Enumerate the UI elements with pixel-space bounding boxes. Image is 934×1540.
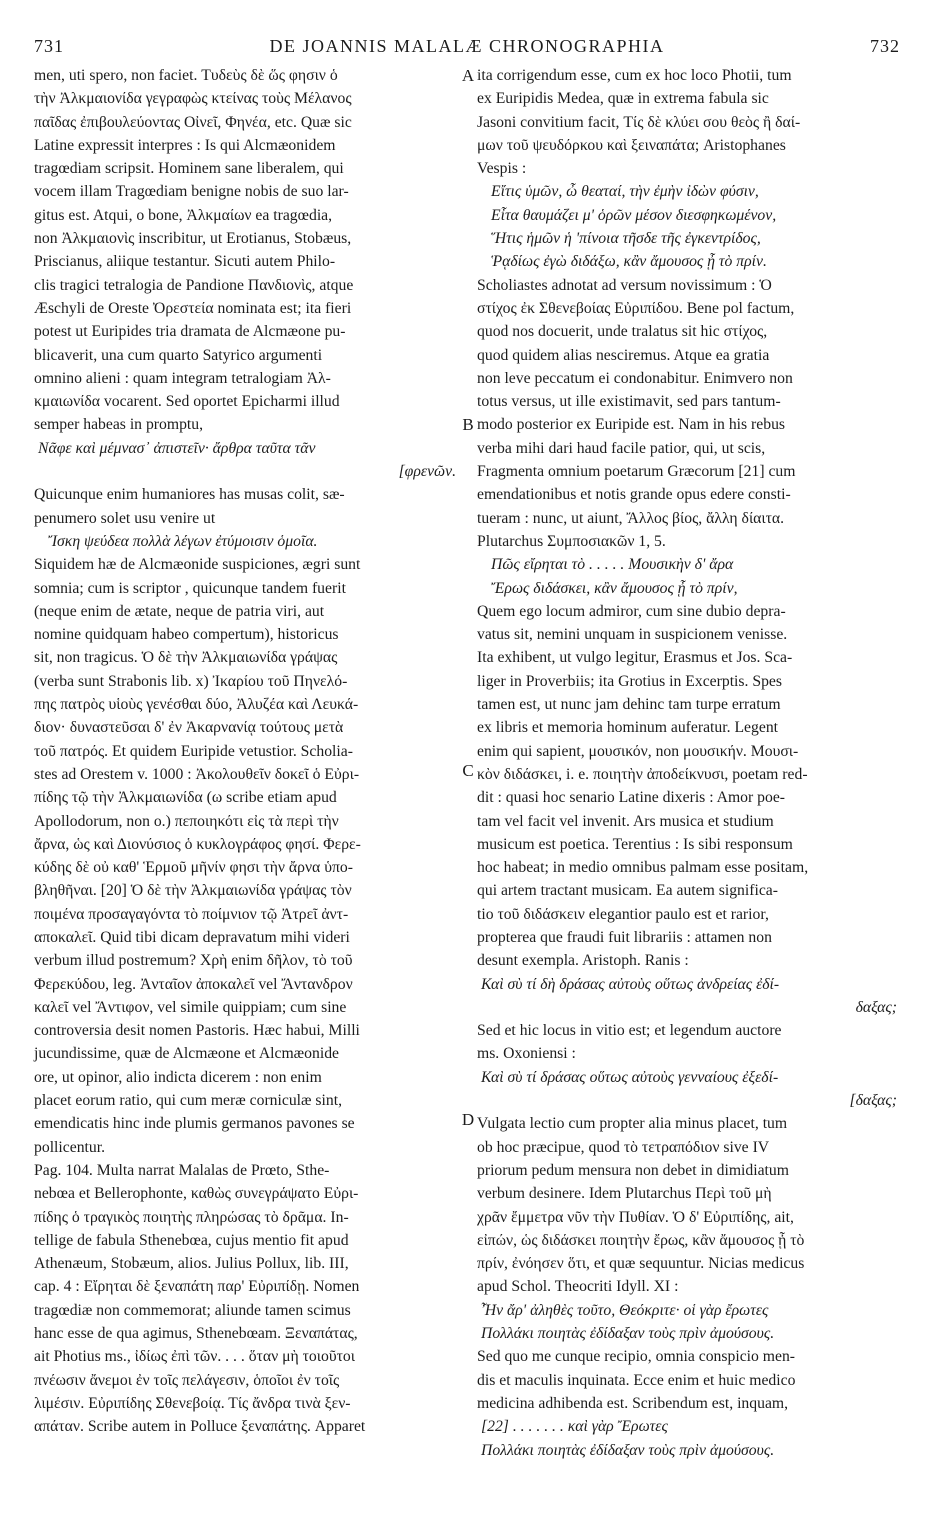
text-line: non Ἀλκμαιονὶς inscribitur, ut Erotianus, Stobæus, xyxy=(34,230,352,248)
text-line: verbum illud postremum? Χρὴ enim δῆλον, τὸ τοῦ xyxy=(34,952,353,970)
running-title: DE JOANNIS MALALÆ CHRONOGRAPHIA xyxy=(269,36,665,56)
text-line: Sed quo me cunque recipio, omnia conspicio men- xyxy=(477,1348,796,1366)
text-line: απάταν. Scribe autem in Polluce ξεναπάτης. Apparet xyxy=(34,1418,366,1436)
text-line: μων τοῦ ψευδόρκου καὶ ξειναπάτα; Aristophanes xyxy=(477,136,786,154)
text-line: Quem ego locum admiror, cum sine dubio depra- xyxy=(477,602,786,620)
text-line: cap. 4 : Εἴρηται δὲ ξεναπάτη παρ' Εὐριπίδῃ. Nomen xyxy=(34,1278,360,1296)
verse-line: Εἴτις ὑμῶν, ὦ θεαταί, τὴν ἐμὴν ἰδὼν φύσιν, xyxy=(491,183,759,201)
text-line: medicina adhibenda est. Scribendum est, inquam, xyxy=(477,1394,789,1412)
text-line: tragœdiam scripsit. Hominem sane liberalem, qui xyxy=(34,160,344,178)
text-line: dis et maculis inquinata. Ecce enim et huic medico xyxy=(477,1371,796,1389)
text-line: gitus est. Atqui, o bone, Ἀλκμαίων ea tragœdia, xyxy=(34,206,333,224)
text-line: jucundissime, quæ de Alcmæone et Alcmæonide xyxy=(34,1045,340,1063)
text-line: controversia desit nomen Pastoris. Hæc habui, Milli xyxy=(34,1022,360,1040)
text-line: tellige de fabula Sthenebœa, cujus mentio fit apud xyxy=(34,1231,349,1249)
margin-letter-c: C xyxy=(462,761,474,780)
text-line: men, uti spero, non faciet. Τυδεὺς δὲ ὥς φησιν ὁ xyxy=(34,67,338,84)
verse-line: Καὶ σὺ τί δὴ δράσας αὐτοὺς οὕτως ἀνδρείας ἐδί- xyxy=(481,975,780,993)
text-line: tio τοῦ διδάσκειν elegantior paulo est et rarior, xyxy=(477,905,769,923)
text-line: πίδης τῷ τὴν Ἀλκμαιωνίδα (ω scribe etiam apud xyxy=(34,789,337,807)
verse-line: Καὶ σὺ τί δράσας οὕτως αὐτοὺς γενναίους ἐξεδί- xyxy=(481,1068,779,1086)
text-line: quod nos docuerit, unde tralatus sit hic στίχος, xyxy=(477,323,768,341)
text-line: αποκαλεῖ. Quid tibi dicam depravatum mihi videri xyxy=(34,928,350,946)
text-line: Æschyli de Oreste Ὀρεστεία nominata est; ita fieri xyxy=(34,299,352,317)
text-line: λιμέσιν. Εὐριπίδης Σθενεβοίᾳ. Τίς ἄνδρα τινὰ ξεν- xyxy=(34,1394,351,1412)
text-line: τοῦ πατρός. Et quidem Euripide vetustior. Scholia- xyxy=(34,742,353,760)
page-number-left: 731 xyxy=(34,36,64,56)
text-line: tamen est, ut nunc jam dehinc tam turpe erratum xyxy=(477,696,781,714)
text-line: stes ad Orestem v. 1000 : Ἀκολουθεῖν δοκεῖ ὁ Εὐρι- xyxy=(34,765,360,783)
text-line: εἰπών, ὡς διδάσκει ποιητὴν ἔρως, κἂν ἄμουσος ᾖ τὸ xyxy=(477,1231,805,1249)
margin-letter-b: B xyxy=(462,415,474,434)
verse-line: Πολλάκι ποιητὰς ἐδίδαξαν τοὺς πρὶν ἀμούσους. xyxy=(481,1325,775,1343)
text-line: vatus sit, nemini unquam in suspicionem venisse. xyxy=(477,626,788,644)
text-line: vocem illam Tragœdiam benigne nobis de suo lar- xyxy=(34,183,349,201)
text-line: penumero solet usu venire ut xyxy=(34,509,216,527)
verse-line: δαξας; xyxy=(855,998,897,1016)
text-line: πρίν, ἐνόησεν ὅτι, et quæ sequuntur. Nicias medicus xyxy=(477,1255,805,1273)
text-line: Pag. 104. Multa narrat Malalas de Prœto, Sthe- xyxy=(34,1161,330,1179)
text-line: Plutarchus Συμποσιακῶν 1, 5. xyxy=(477,532,666,550)
text-line: καλεῖ vel Ἄντιφον, vel simile quippiam; cum sine xyxy=(34,998,347,1016)
text-line: potest ut Euripides tria dramata de Alcmæone pu- xyxy=(34,323,346,341)
text-line: Vespis : xyxy=(477,160,527,178)
text-line: Athenæum, Stobæum, alios. Julius Pollux, lib. III, xyxy=(34,1255,349,1273)
text-line: ex Euripidis Medea, quæ in extrema fabula sic xyxy=(477,90,769,108)
verse-line: Νᾶφε καὶ μέμνασ᾽ ἀπιστεῖν· ἄρθρα ταῦτα τᾶν xyxy=(38,439,316,457)
text-line: tragœdiæ non commemorat; aliunde tamen scimus xyxy=(34,1301,351,1319)
verse-line: Ἴσκη ψεύδεα πολλὰ λέγων ἐτύμοισιν ὁμοῖα. xyxy=(48,532,318,550)
margin-letter-d: D xyxy=(461,1110,475,1129)
text-line: πης πατρὸς υἱοὺς γενέσθαι δύο, Ἀλυζέα καὶ Λευκά- xyxy=(34,696,359,714)
text-line: ita corrigendum esse, cum ex hoc loco Photii, tum xyxy=(477,67,792,84)
text-line: enim qui sapient, μουσικόν, non μουσικήν. Μουσι- xyxy=(477,742,799,760)
verse-line: [22] . . . . . . . καὶ γὰρ Ἔρωτες xyxy=(481,1418,668,1436)
text-line: ἄρνα, ὡς καὶ Διονύσιος ὁ κυκλογράφος φησί. Φερε- xyxy=(34,835,361,853)
verse-line: [φρενῶν. xyxy=(398,463,456,481)
text-line: Apollodorum, non ο.) πεποιηκότι εἰς τὰ περὶ τὴν xyxy=(34,812,339,830)
verse-line: Ἔρως διδάσκει, κἂν ἄμουσος ᾖ τὸ πρίν, xyxy=(491,579,738,597)
text-line: Latine expressit interpres : Is qui Alcmæonidem xyxy=(34,136,336,154)
text-line: πνέωσιν ἄνεμοι ἐν τοῖς πελάγεσιν, ὁποῖοι ἐν τοῖς xyxy=(34,1371,340,1389)
text-line: blicaverit, una cum quarto Satyrico argumenti xyxy=(34,346,323,364)
text-line: somnia; cum is scriptor , quicunque tandem fuerit xyxy=(34,579,346,597)
text-line: ait Photius ms., ἰδίως ἐπὶ τῶν. . . . ὅταν μὴ τοιοῦτοι xyxy=(34,1348,355,1366)
text-line: Fragmenta omnium poetarum Græcorum [21] cum xyxy=(477,463,796,481)
left-column xyxy=(34,64,458,1439)
text-line: semper habeas in promptu, xyxy=(34,416,204,434)
verse-line: Πῶς εἴρηται τὸ . . . . . Μουσικὴν δ' ἄρα xyxy=(491,556,734,574)
text-line: Priscianus, aliique testantur. Sicuti autem Philo- xyxy=(34,253,336,271)
text-line: liger in Proverbiis; ita Grotius in Excerptis. Spes xyxy=(477,672,782,690)
text-line: emendationibus et notis grande opus edere consti- xyxy=(477,486,791,504)
text-line: pollicentur. xyxy=(34,1138,106,1156)
text-line: Ita exhibent, ut vulgo legitur, Erasmus et Jos. Sca- xyxy=(477,649,793,667)
text-line: πίδης ὁ τραγικὸς ποιητὴς πληρώσας τὸ δρᾶμα. In- xyxy=(34,1208,349,1226)
verse-line: Ἥτις ἡμῶν ἡ 'πίνοια τῆσδε τῆς ἐγκεντρίδος, xyxy=(491,230,761,248)
text-line: Φερεκύδου, leg. Ἀνταῖον ἀποκαλεῖ vel Ἄντανδρον xyxy=(34,975,353,993)
text-line: propterea que fraudi fuit librariis : attamen non xyxy=(477,928,772,946)
text-line: dit : quasi hoc senario Latine dixeris : Amor poe- xyxy=(477,789,786,807)
text-line: χρᾶν ἔμμετρα νῦν τὴν Πυθίαν. Ὁ δ' Εὐριπίδης, ait, xyxy=(477,1208,794,1226)
text-line: hoc habeat; in medio omnibus palmam esse positam, xyxy=(477,859,809,877)
text-line: omnino alieni : quam integram tetralogiam Ἀλ- xyxy=(34,369,331,387)
margin-letter-a: A xyxy=(461,66,475,85)
text-line: παῖδας ἐπιβουλεύοντας Οἰνεῖ, Φηνέα, etc. Quæ sic xyxy=(34,113,352,131)
text-line: tueram : nunc, ut aiunt, Ἄλλος βίος, ἄλλη δίαιτα. xyxy=(477,509,785,527)
text-line: κὸν διδάσκει, i. e. ποιητὴν ἀποδείκνυσι, poetam red- xyxy=(477,765,808,783)
text-line: τὴν Ἀλκμαιονίδα γεγραφὼς κτείνας τοὺς Μέλανος xyxy=(34,90,352,108)
page-header xyxy=(34,36,900,62)
verse-line: Πολλάκι ποιητὰς ἐδίδαξαν τοὺς πρὶν ἀμούσους. xyxy=(481,1441,775,1459)
text-line: Jasoni convitium facit, Τίς δὲ κλύει σου θεὸς ἢ δαί- xyxy=(477,113,801,131)
page-number-right: 732 xyxy=(870,36,900,56)
text-line: ore, ut opinor, alio indicta dicerem : non enim xyxy=(34,1068,322,1086)
text-line: modo posterior ex Euripide est. Nam in his rebus xyxy=(477,416,786,434)
text-line: κμαιωνίδα vocarent. Sed oportet Epicharmi illud xyxy=(34,393,340,411)
text-line: sit, non tragicus. Ὁ δὲ τὴν Ἀλκμαιωνίδα γράψας xyxy=(34,649,338,667)
text-line: ποιμένα προσαγαγόντα τὸ ποίμνιον τῷ Ἀτρεῖ ἀντ- xyxy=(34,905,349,923)
verse-line: Ῥᾳδίως ἐγὼ διδάξω, κἂν ἄμουσος ᾖ τὸ πρίν. xyxy=(491,253,767,271)
verse-line: [δαξας; xyxy=(849,1092,897,1110)
text-line: στίχος ἐκ Σθενεβοίας Εὐριπίδου. Bene pol factum, xyxy=(477,299,795,317)
text-line: emendicatis hinc inde plumis germanos pavones se xyxy=(34,1115,355,1133)
text-line: βληθῆναι. [20] Ὁ δὲ τὴν Ἀλκμαιωνίδα γράψας τὸν xyxy=(34,882,352,900)
right-column xyxy=(477,64,899,1462)
text-line: musicum est poetica. Terentius : Is sibi responsum xyxy=(477,835,793,853)
text-line: Vulgata lectio cum propter alia minus placet, tum xyxy=(477,1115,788,1133)
text-line: clis tragici tetralogia de Pandione Πανδιονὶς, atque xyxy=(34,276,354,294)
text-line: verba mihi dari haud facile patior, qui, ut scis, xyxy=(477,439,766,457)
text-line: ex libris et memoria hominum auferatur. Legent xyxy=(477,719,779,737)
text-line: διον· δυναστεῦσαι δ' ἐν Ἀκαρνανίᾳ τούτους μετὰ xyxy=(34,719,344,737)
text-line: apud Schol. Theocriti Idyll. XI : xyxy=(477,1278,679,1296)
text-line: verbum desinere. Idem Plutarchus Περὶ τοῦ μὴ xyxy=(477,1185,772,1203)
text-line: tam vel facit vel invenit. Ars musica et studium xyxy=(477,812,774,830)
verse-line: Ἦν ἄρ' ἀληθὲς τοῦτο, Θεόκριτε· οἱ γὰρ ἔρωτες xyxy=(481,1301,769,1319)
text-line: hanc esse de qua agimus, Sthenebœam. Ξεναπάτας, xyxy=(34,1325,358,1343)
text-line: totus versus, ut ille existimavit, sed pars tantum- xyxy=(477,393,781,411)
text-line: desunt exempla. Aristoph. Ranis : xyxy=(477,952,689,970)
text-line: (verba sunt Strabonis lib. x) Ἰκαρίου τοῦ Πηνελό- xyxy=(34,672,348,690)
text-line: Quicunque enim humaniores has musas colit, sæ- xyxy=(34,486,345,504)
text-line: nebœa et Bellerophonte, καθὼς συνεγράψατο Εὐρι- xyxy=(34,1185,359,1203)
text-line: ob hoc præcipue, quod τὸ τετραπόδιον sive IV xyxy=(477,1138,770,1156)
verse-line: Εἶτα θαυμάζει μ' ὁρῶν μέσον διεσφηκωμένον, xyxy=(491,206,777,224)
text-line: quod quidem alias nesciremus. Atque ea gratia xyxy=(477,346,770,364)
text-line: Siquidem hæ de Alcmæonide suspiciones, ægri sunt xyxy=(34,556,361,574)
text-line: placet eorum ratio, qui cum meræ corniculæ sint, xyxy=(34,1092,343,1110)
text-line: Scholiastes adnotat ad versum novissimum : Ὁ xyxy=(477,276,772,294)
text-line: non leve peccatum ei condonabitur. Enimvero non xyxy=(477,369,793,387)
text-line: nomine quidquam habeo compertum), historicus xyxy=(34,626,339,644)
text-line: Sed et hic locus in vitio est; et legendum auctore xyxy=(477,1022,782,1040)
text-line: (neque enim de ætate, neque de patria viri, aut xyxy=(34,602,325,620)
text-line: priorum pedum mensura non debet in dimidiatum xyxy=(477,1161,789,1179)
text-line: qui artem tractant musicam. Ea autem significa- xyxy=(477,882,778,900)
text-line: ms. Oxoniensi : xyxy=(477,1045,576,1063)
text-line: κύδης δὲ οὐ καθ' Ἑρμοῦ μῆνίν φησι τὴν ἄρνα ὑπο- xyxy=(34,859,353,877)
